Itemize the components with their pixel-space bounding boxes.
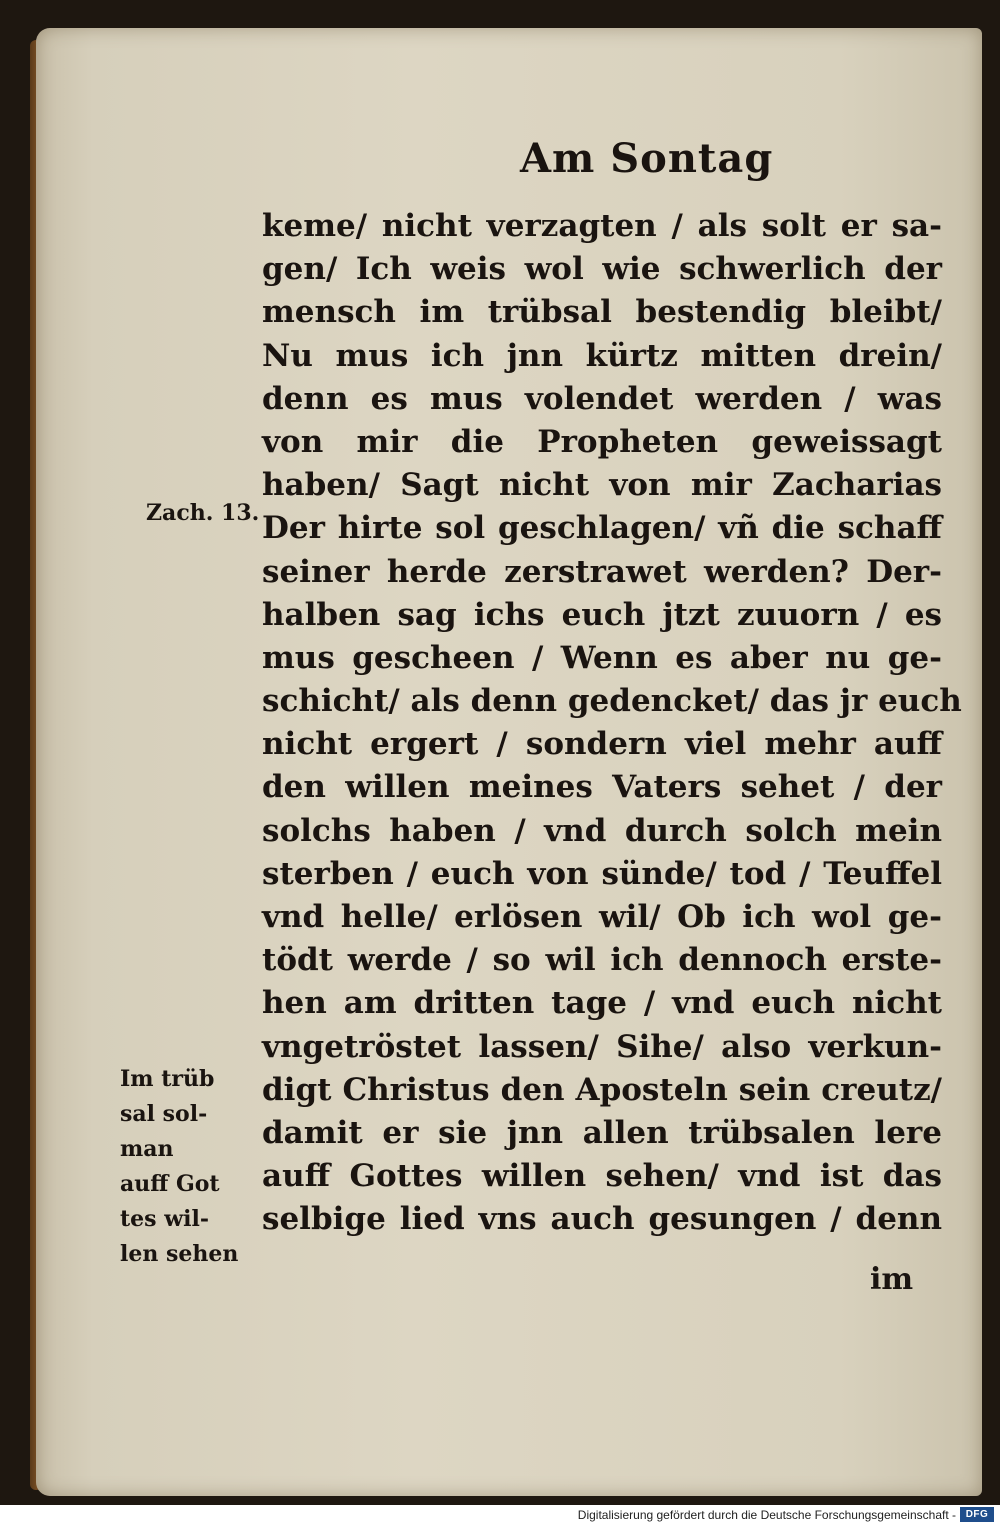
text-line: tödt werde / so wil ich dennoch erste-	[262, 942, 942, 979]
funding-credit: Digitalisierung gefördert durch die Deutsche Forschungsgemeinschaft -	[577, 1508, 956, 1522]
text-line: von mir die Propheten geweissagt	[262, 423, 942, 460]
text-line: den willen meines Vaters sehet / der	[262, 769, 942, 806]
margin-gloss-line: Im trüb	[120, 1066, 215, 1092]
margin-gloss-line: man	[120, 1136, 174, 1162]
text-line: auff Gottes willen sehen/ vnd ist das	[262, 1158, 942, 1195]
margin-gloss-line: auff Got	[120, 1171, 220, 1197]
text-line: Nu mus ich jnn kürtz mitten drein/	[262, 337, 942, 374]
text-line: solchs haben / vnd durch solch mein	[262, 812, 942, 849]
text-line: denn es mus volendet werden / was	[262, 380, 942, 417]
margin-gloss-line: len sehen	[120, 1241, 239, 1267]
text-line: seiner herde zerstrawet werden? Der-	[262, 553, 942, 590]
text-line: vngetröstet lassen/ Sihe/ also verkun-	[262, 1028, 942, 1065]
text-line: mensch im trübsal bestendig bleibt/	[262, 294, 942, 331]
catchword: im	[870, 1262, 914, 1297]
text-line: nicht ergert / sondern viel mehr auff	[262, 726, 942, 763]
footer-bar	[0, 1505, 1000, 1525]
text-line: schicht/ als denn gedencket/ das jr euch	[262, 683, 962, 720]
text-line: halben sag ichs euch jtzt zuuorn / es	[262, 596, 942, 633]
text-line: hen am dritten tage / vnd euch nicht	[262, 985, 942, 1022]
text-line: Der hirte sol geschlagen/ vñ die schaff	[262, 510, 942, 547]
margin-gloss-line: tes wil-	[120, 1206, 209, 1232]
running-title: Am Sontag	[520, 135, 774, 182]
text-line: gen/ Ich weis wol wie schwerlich der	[262, 251, 942, 288]
body-text	[262, 205, 962, 1242]
margin-reference: Zach. 13.	[146, 500, 260, 526]
text-line: haben/ Sagt nicht von mir Zacharias	[262, 467, 942, 504]
dfg-logo[interactable]: DFG	[960, 1507, 994, 1522]
text-line: sterben / euch von sünde/ tod / Teuffel	[262, 855, 942, 892]
text-line: digt Christus den Aposteln sein creutz/	[262, 1071, 942, 1108]
text-line: mus gescheen / Wenn es aber nu ge-	[262, 639, 942, 676]
margin-gloss-line: sal sol-	[120, 1101, 208, 1127]
text-line: selbige lied vns auch gesungen / denn	[262, 1201, 942, 1238]
text-line: keme/ nicht verzagten / als solt er sa-	[262, 208, 942, 244]
margin-gloss	[120, 1062, 238, 1272]
text-line: damit er sie jnn allen trübsalen lere	[262, 1114, 942, 1151]
text-line: vnd helle/ erlösen wil/ Ob ich wol ge-	[262, 899, 942, 935]
